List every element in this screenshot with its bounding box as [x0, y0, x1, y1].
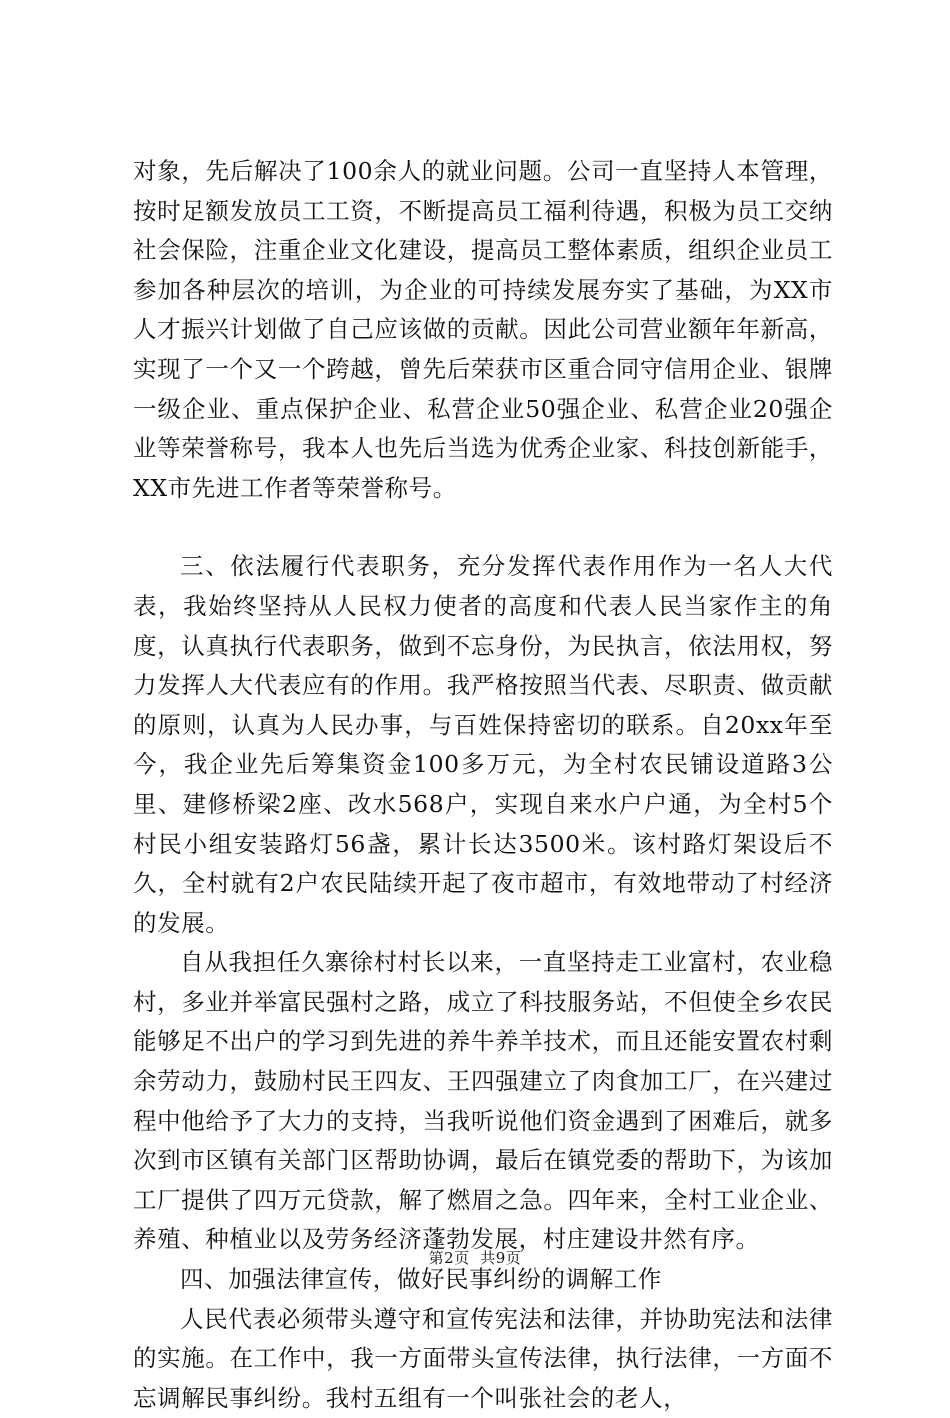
paragraph-section-three: 三、依法履行代表职务，充分发挥代表作用作为一名人大代表，我始终坚持从人民权力使者的高度和代表人民当家作主的角度，认真执行代表职务，做到不忘身份，为民执言，依法用权，努力发挥人大代表应有的作用。我严格按照当代表、尽职责、做贡献的原则，认真为人民办事，与百姓保持密切的联系。自20xx年至今，我企业先后筹集资金100多万元，为全村农民铺设道路3公里、建修桥梁2座、改水568户，实现自来水户户通，为全村5个村民小组安装路灯56盏，累计长达3500米。该村路灯架设后不久，全村就有2户农民陆续开起了夜市超市，有效地带动了村经济的发展。	[133, 552, 833, 937]
page-footer	[0, 1248, 950, 1268]
section-heading-four: 四、加强法律宣传，做好民事纠纷的调解工作	[180, 1265, 662, 1294]
paragraph-legal-publicity: 人民代表必须带头遵守和宣传宪法和法律，并协助宪法和法律的实施。在工作中，我一方面带头宣传法律，执行法律，一方面不忘调解民事纠纷。我村五组有一个叫张社会的老人，	[133, 1304, 833, 1412]
document-body	[133, 152, 833, 1418]
paragraph-company-achievements: 对象，先后解决了100余人的就业问题。公司一直坚持人本管理，按时足额发放员工工资，不断提高员工福利待遇，积极为员工交纳社会保险，注重企业文化建设，提高员工整体素质，组织企业员工参加各种层次的培训，为企业的可持续发展夯实了基础，为XX市人才振兴计划做了自己应该做的贡献。因此公司营业额年年新高，实现了一个又一个跨越，曾先后荣获市区重合同守信用企业、银牌一级企业、重点保护企业、私营企业50强企业、私营企业20强企业等荣誉称号，我本人也先后当选为优秀企业家、科技创新能手，XX市先进工作者等荣誉称号。	[133, 157, 833, 502]
page-total: 共9页	[480, 1249, 522, 1267]
paragraph-village-head: 自从我担任久寨徐村村长以来，一直坚持走工业富村，农业稳村，多业并举富民强村之路，成立了科技服务站，不但使全乡农民能够足不出户的学习到先进的养牛养羊技术，而且还能安置农村剩余劳动力，鼓励村民王四友、王四强建立了肉食加工厂，在兴建过程中他给予了大力的支持，当我听说他们资金遇到了困难后，就多次到市区镇有关部门区帮助协调，最后在镇党委的帮助下，为该加工厂提供了四万元贷款，解了燃眉之急。四年来，全村工业企业、养殖、种植业以及劳务经济蓬勃发展，村庄建设井然有序。	[133, 948, 833, 1254]
page-number: 第2页	[428, 1249, 470, 1267]
